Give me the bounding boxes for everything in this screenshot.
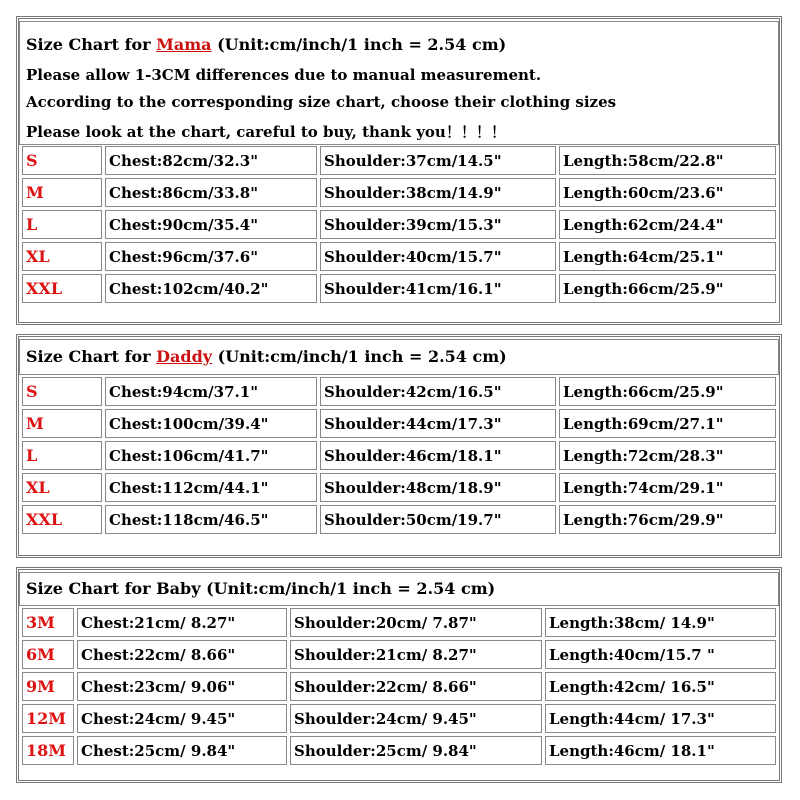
table-row xyxy=(22,473,776,502)
size-cell: S xyxy=(22,377,102,406)
shoulder-cell: Shoulder:39cm/15.3" xyxy=(320,210,556,239)
length-cell: Length:60cm/23.6" xyxy=(559,178,776,207)
shoulder-cell: Shoulder:25cm/ 9.84" xyxy=(290,736,542,765)
length-cell: Length:38cm/ 14.9" xyxy=(545,608,776,637)
length-cell: Length:42cm/ 16.5" xyxy=(545,672,776,701)
shoulder-cell: Shoulder:42cm/16.5" xyxy=(320,377,556,406)
length-cell: Length:46cm/ 18.1" xyxy=(545,736,776,765)
shoulder-cell: Shoulder:50cm/19.7" xyxy=(320,505,556,534)
chest-cell: Chest:118cm/46.5" xyxy=(105,505,317,534)
baby-header xyxy=(19,572,779,606)
chest-cell: Chest:102cm/40.2" xyxy=(105,274,317,303)
size-cell: M xyxy=(22,409,102,438)
mama-note-3: Please look at the chart, careful to buy, thank you！！！！ xyxy=(26,123,506,141)
table-row xyxy=(22,146,776,175)
chest-cell: Chest:82cm/32.3" xyxy=(105,146,317,175)
mama-note-2: According to the corresponding size chart, choose their clothing sizes xyxy=(26,93,617,111)
chest-cell: Chest:21cm/ 8.27" xyxy=(77,608,287,637)
table-row xyxy=(22,672,776,701)
daddy-header xyxy=(19,339,779,375)
daddy-title: Size Chart for Daddy (Unit:cm/inch/1 inch = 2.54 cm) xyxy=(26,347,507,366)
length-cell: Length:62cm/24.4" xyxy=(559,210,776,239)
length-cell: Length:66cm/25.9" xyxy=(559,377,776,406)
mama-size-table xyxy=(19,143,779,306)
mama-size-chart xyxy=(16,16,782,325)
length-cell: Length:76cm/29.9" xyxy=(559,505,776,534)
size-cell: XXL xyxy=(22,274,102,303)
length-cell: Length:72cm/28.3" xyxy=(559,441,776,470)
shoulder-cell: Shoulder:40cm/15.7" xyxy=(320,242,556,271)
chest-cell: Chest:94cm/37.1" xyxy=(105,377,317,406)
size-cell: L xyxy=(22,441,102,470)
shoulder-cell: Shoulder:41cm/16.1" xyxy=(320,274,556,303)
shoulder-cell: Shoulder:44cm/17.3" xyxy=(320,409,556,438)
mama-header xyxy=(19,21,779,145)
chest-cell: Chest:90cm/35.4" xyxy=(105,210,317,239)
shoulder-cell: Shoulder:22cm/ 8.66" xyxy=(290,672,542,701)
shoulder-cell: Shoulder:48cm/18.9" xyxy=(320,473,556,502)
mama-title: Size Chart for Mama (Unit:cm/inch/1 inch = 2.54 cm) xyxy=(26,35,507,54)
length-cell: Length:66cm/25.9" xyxy=(559,274,776,303)
table-row xyxy=(22,704,776,733)
table-row xyxy=(22,210,776,239)
chest-cell: Chest:106cm/41.7" xyxy=(105,441,317,470)
chest-cell: Chest:25cm/ 9.84" xyxy=(77,736,287,765)
size-cell: XL xyxy=(22,473,102,502)
table-row xyxy=(22,242,776,271)
chest-cell: Chest:24cm/ 9.45" xyxy=(77,704,287,733)
daddy-size-table xyxy=(19,374,779,537)
baby-title: Size Chart for Baby (Unit:cm/inch/1 inch = 2.54 cm) xyxy=(26,579,496,598)
daddy-name: Daddy xyxy=(156,347,213,366)
size-cell: XXL xyxy=(22,505,102,534)
shoulder-cell: Shoulder:21cm/ 8.27" xyxy=(290,640,542,669)
size-cell: L xyxy=(22,210,102,239)
shoulder-cell: Shoulder:46cm/18.1" xyxy=(320,441,556,470)
size-cell: S xyxy=(22,146,102,175)
shoulder-cell: Shoulder:20cm/ 7.87" xyxy=(290,608,542,637)
length-cell: Length:74cm/29.1" xyxy=(559,473,776,502)
length-cell: Length:40cm/15.7 " xyxy=(545,640,776,669)
shoulder-cell: Shoulder:37cm/14.5" xyxy=(320,146,556,175)
chest-cell: Chest:23cm/ 9.06" xyxy=(77,672,287,701)
baby-size-table xyxy=(19,605,779,768)
size-cell: 6M xyxy=(22,640,74,669)
chest-cell: Chest:100cm/39.4" xyxy=(105,409,317,438)
table-row xyxy=(22,274,776,303)
table-row xyxy=(22,736,776,765)
length-cell: Length:58cm/22.8" xyxy=(559,146,776,175)
chest-cell: Chest:112cm/44.1" xyxy=(105,473,317,502)
table-row xyxy=(22,178,776,207)
table-row xyxy=(22,640,776,669)
length-cell: Length:44cm/ 17.3" xyxy=(545,704,776,733)
daddy-size-chart xyxy=(16,334,782,558)
mama-note-1: Please allow 1-3CM differences due to manual measurement. xyxy=(26,66,542,84)
table-row xyxy=(22,409,776,438)
table-row xyxy=(22,377,776,406)
table-row xyxy=(22,505,776,534)
table-row xyxy=(22,441,776,470)
shoulder-cell: Shoulder:24cm/ 9.45" xyxy=(290,704,542,733)
chest-cell: Chest:86cm/33.8" xyxy=(105,178,317,207)
size-cell: 12M xyxy=(22,704,74,733)
table-row xyxy=(22,608,776,637)
length-cell: Length:69cm/27.1" xyxy=(559,409,776,438)
length-cell: Length:64cm/25.1" xyxy=(559,242,776,271)
size-cell: M xyxy=(22,178,102,207)
size-cell: XL xyxy=(22,242,102,271)
mama-name: Mama xyxy=(156,35,212,54)
size-cell: 18M xyxy=(22,736,74,765)
chest-cell: Chest:96cm/37.6" xyxy=(105,242,317,271)
baby-size-chart xyxy=(16,567,782,783)
shoulder-cell: Shoulder:38cm/14.9" xyxy=(320,178,556,207)
size-cell: 3M xyxy=(22,608,74,637)
size-cell: 9M xyxy=(22,672,74,701)
chest-cell: Chest:22cm/ 8.66" xyxy=(77,640,287,669)
